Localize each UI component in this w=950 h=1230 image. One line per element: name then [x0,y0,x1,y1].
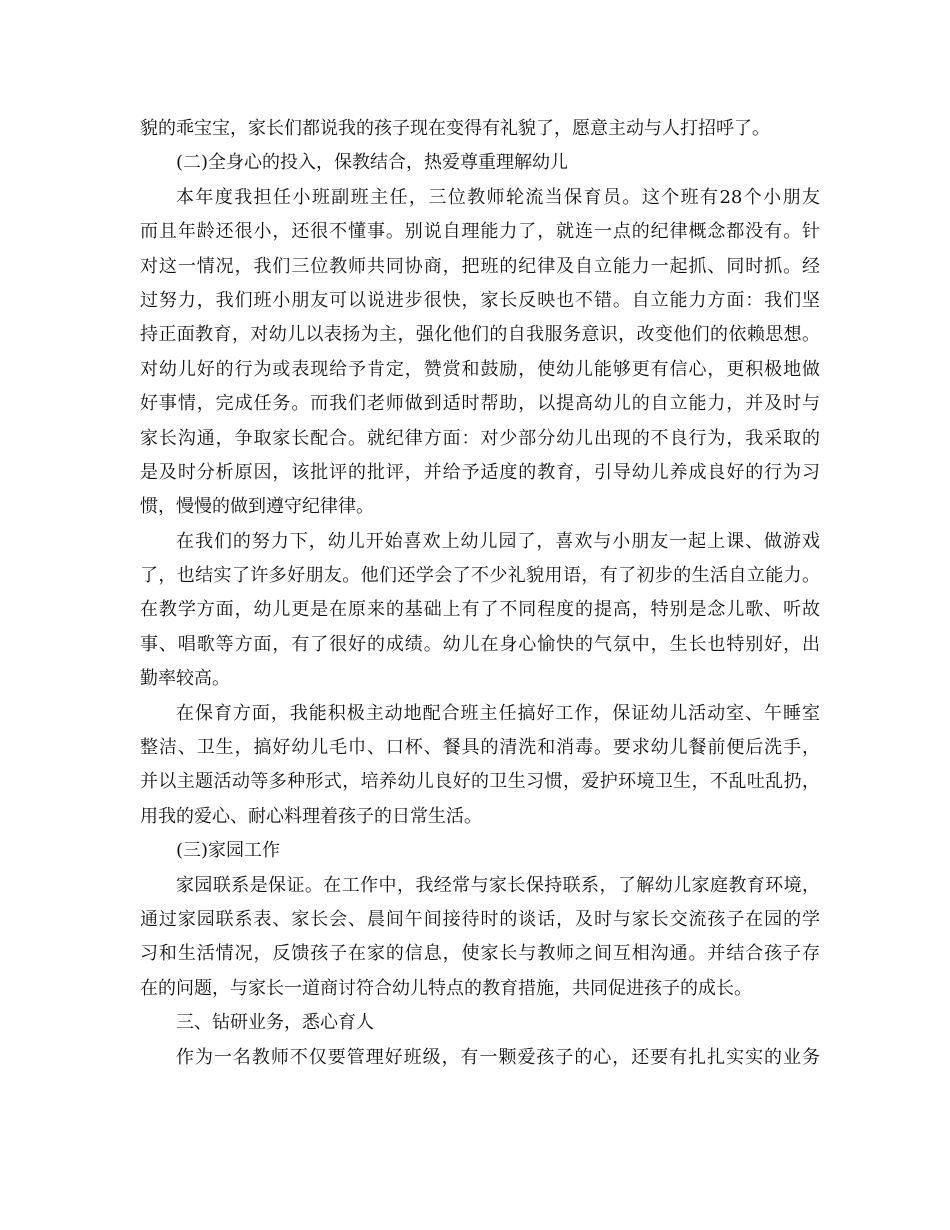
text-line: 习和生活情况，反馈孩子在家的信息，使家长与教师之间互相沟通。并结合孩子存 [140,943,820,965]
text-line: 作为一名教师不仅要管理好班级，有一颗爱孩子的心，还要有扎扎实实的业务 [176,1046,820,1068]
text-line: (三)家园工作 [176,840,281,862]
text-line: 对这一情况，我们三位教师共同协商，把班的纪律及自立能力一起抓、同时抓。经 [140,255,820,277]
text-line: 在的问题，与家长一道商讨符合幼儿特点的教育措施，共同促进孩子的成长。 [140,977,752,999]
text-line: 在保育方面，我能积极主动地配合班主任搞好工作，保证幼儿活动室、午睡室 [176,702,820,724]
text-line: 通过家园联系表、家长会、晨间午间接待时的谈话，及时与家长交流孩子在园的学 [140,908,820,930]
text-line: 勤率较高。 [140,668,230,690]
text-line: 三、钻研业务，悉心育人 [176,1012,374,1034]
text-line: 并以主题活动等多种形式，培养幼儿良好的卫生习惯，爱护环境卫生，不乱吐乱扔， [140,771,820,793]
text-line: 本年度我担任小班副班主任，三位教师轮流当保育员。这个班有28个小朋友 [176,186,820,208]
text-line: 对幼儿好的行为或表现给予肯定，赞赏和鼓励，使幼儿能够更有信心，更积极地做 [140,358,820,380]
text-line: 家园联系是保证。在工作中，我经常与家长保持联系，了解幼儿家庭教育环境， [176,874,820,896]
text-line: (二)全身心的投入，保教结合，热爱尊重理解幼儿 [176,152,569,174]
text-line: 过努力，我们班小朋友可以说进步很快，家长反映也不错。自立能力方面：我们坚 [140,289,820,311]
text-line: 家长沟通，争取家长配合。就纪律方面：对少部分幼儿出现的不良行为，我采取的 [140,427,820,449]
text-line: 而且年龄还很小，还很不懂事。别说自理能力了，就连一点的纪律概念都没有。针 [140,221,820,243]
text-line: 在我们的努力下，幼儿开始喜欢上幼儿园了，喜欢与小朋友一起上课、做游戏 [176,530,820,552]
text-line: 是及时分析原因，该批评的批评，并给予适度的教育，引导幼儿养成良好的行为习 [140,461,820,483]
text-line: 持正面教育，对幼儿以表扬为主，强化他们的自我服务意识，改变他们的依赖思想。 [140,324,820,346]
text-line: 整洁、卫生，搞好幼儿毛巾、口杯、餐具的清洗和消毒。要求幼儿餐前便后洗手， [140,737,820,759]
text-line: 惯，慢慢的做到遵守纪律律。 [140,496,374,518]
text-line: 事、唱歌等方面，有了很好的成绩。幼儿在身心愉快的气氛中，生长也特别好，出 [140,633,820,655]
text-line: 在教学方面，幼儿更是在原来的基础上有了不同程度的提高，特别是念儿歌、听故 [140,599,820,621]
text-line: 好事情，完成任务。而我们老师做到适时帮助，以提高幼儿的自立能力，并及时与 [140,393,820,415]
text-line: 了，也结实了许多好朋友。他们还学会了不少礼貌用语，有了初步的生活自立能力。 [140,565,820,587]
text-line: 貌的乖宝宝，家长们都说我的孩子现在变得有礼貌了，愿意主动与人打招呼了。 [140,118,770,139]
document-body [140,112,820,1075]
text-line: 用我的爱心、耐心料理着孩子的日常生活。 [140,805,482,827]
